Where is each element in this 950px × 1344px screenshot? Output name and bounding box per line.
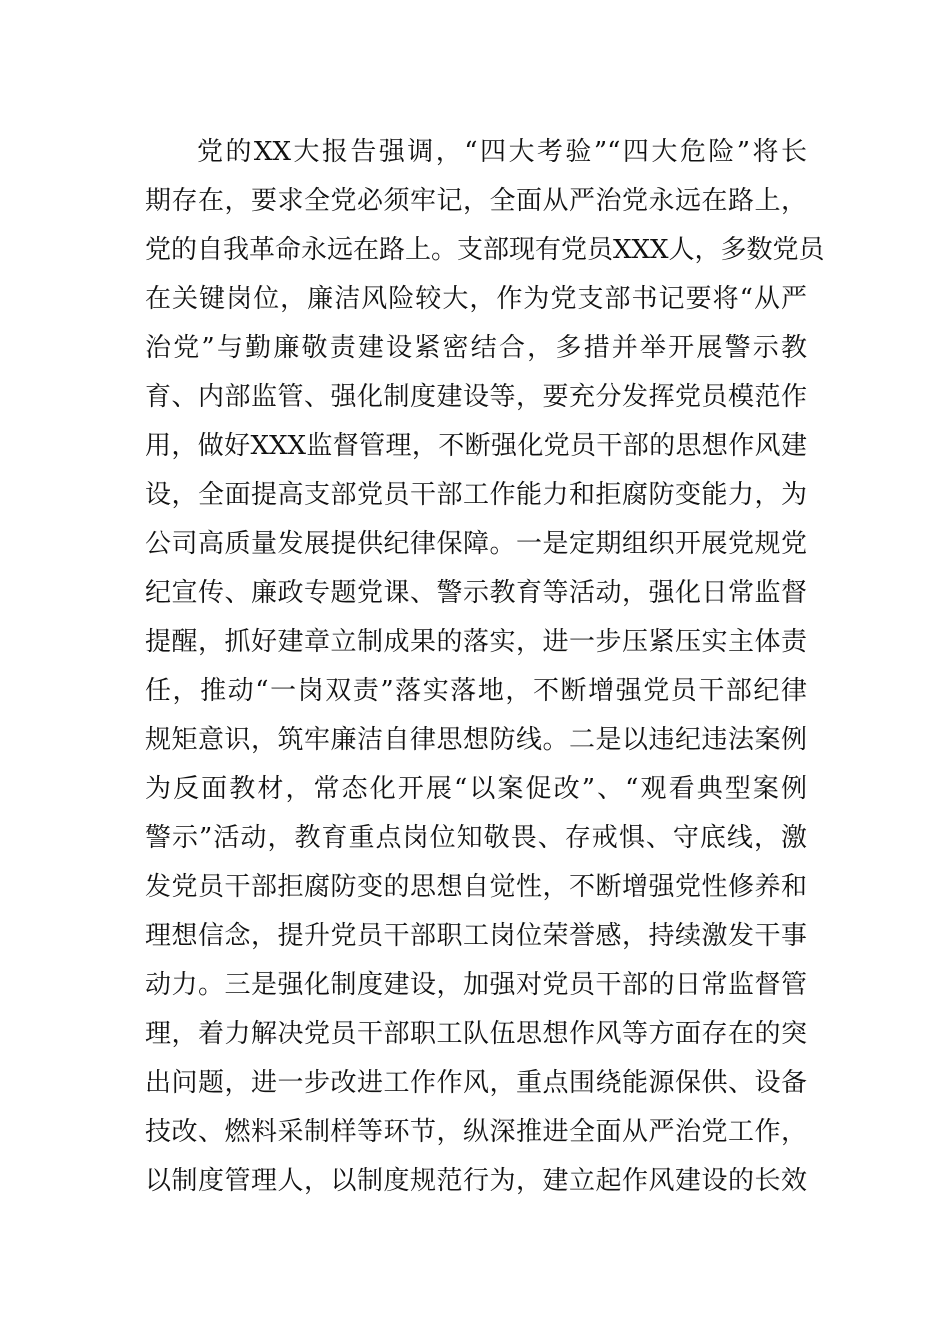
- paragraph-line: 规矩意识，筑牢廉洁自律思想防线。二是以违纪违法案例: [145, 725, 807, 755]
- paragraph-line: 任，推动“一岗双责”落实落地，不断增强党员干部纪律: [145, 676, 807, 706]
- paragraph-line: 以制度管理人，以制度规范行为，建立起作风建设的长效: [145, 1166, 807, 1196]
- body-paragraph: [145, 128, 825, 1206]
- paragraph-line: 党的XX大报告强调，“四大考验”“四大危险”将长: [197, 137, 807, 167]
- paragraph-line: 提醒，抓好建章立制成果的落实，进一步压紧压实主体责: [145, 627, 807, 657]
- paragraph-line: 为反面教材，常态化开展“以案促改”、“观看典型案例: [145, 774, 807, 804]
- paragraph-line: 治党”与勤廉敬责建设紧密结合，多措并举开展警示教: [145, 333, 807, 363]
- paragraph-line: 育、内部监管、强化制度建设等，要充分发挥党员模范作: [145, 382, 807, 412]
- paragraph-line: 警示”活动，教育重点岗位知敬畏、存戒惧、守底线，激: [145, 823, 807, 853]
- paragraph-line: 在关键岗位，廉洁风险较大，作为党支部书记要将“从严: [145, 284, 807, 314]
- paragraph-line: 期存在，要求全党必须牢记，全面从严治党永远在路上，: [145, 186, 807, 216]
- paragraph-line: 设，全面提高支部党员干部工作能力和拒腐防变能力，为: [145, 480, 807, 510]
- paragraph-line: 动力。三是强化制度建设，加强对党员干部的日常监督管: [145, 970, 807, 1000]
- paragraph-line: 纪宣传、廉政专题党课、警示教育等活动，强化日常监督: [145, 578, 807, 608]
- paragraph-line: 用，做好XXX监督管理，不断强化党员干部的思想作风建: [145, 431, 807, 461]
- paragraph-line: 理，着力解决党员干部职工队伍思想作风等方面存在的突: [145, 1019, 807, 1049]
- paragraph-line: 理想信念，提升党员干部职工岗位荣誉感，持续激发干事: [145, 921, 807, 951]
- paragraph-line: 发党员干部拒腐防变的思想自觉性，不断增强党性修养和: [145, 872, 807, 902]
- paragraph-line: 出问题，进一步改进工作作风，重点围绕能源保供、设备: [145, 1068, 807, 1098]
- paragraph-line: 公司高质量发展提供纪律保障。一是定期组织开展党规党: [145, 529, 807, 559]
- paragraph-line: 党的自我革命永远在路上。支部现有党员XXX人，多数党员: [145, 235, 825, 265]
- paragraph-line: 技改、燃料采制样等环节，纵深推进全面从严治党工作，: [145, 1117, 807, 1147]
